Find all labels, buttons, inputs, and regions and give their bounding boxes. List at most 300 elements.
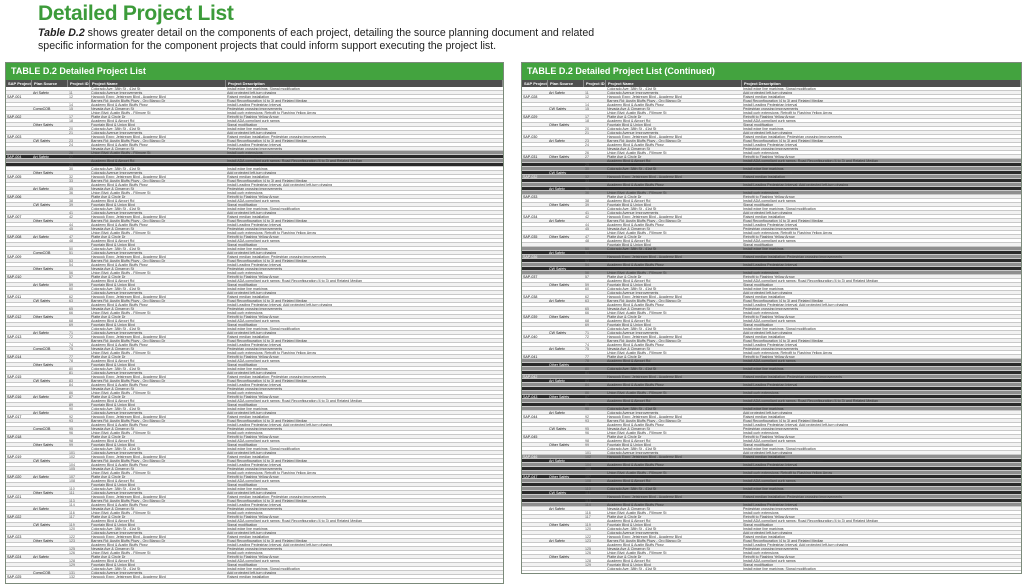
cell-plan-source: Art Safety bbox=[33, 331, 49, 334]
cell-sap-project bbox=[522, 479, 548, 482]
cell-project-id bbox=[584, 123, 606, 126]
cell-project-id bbox=[68, 267, 90, 270]
cell-project-id bbox=[584, 183, 606, 186]
cell-sap-project bbox=[6, 103, 32, 106]
cell-project-description: Pedestrian crossing improvements bbox=[743, 187, 799, 190]
cell-project-name: Colorado Avenue Improvements bbox=[607, 211, 659, 214]
cell-project-name: Colorado Avenue Improvements bbox=[607, 251, 659, 254]
cell-project-name: Barnes Rd: Austin Bluffs Pkwy - Oro Blanco Dr bbox=[607, 419, 682, 422]
cell-sap-project bbox=[522, 391, 548, 394]
cell-plan-source bbox=[548, 147, 584, 150]
cell-sap-project: SAP-043 bbox=[523, 395, 538, 398]
cell-project-name: Academy Blvd & Austin Bluffs Pkwy bbox=[91, 183, 148, 186]
cell-project-description: Pedestrian crossing improvements bbox=[227, 147, 283, 150]
cell-project-name: Union Blvd: Austin Bluffs - Fillmore St bbox=[91, 151, 151, 154]
cell-project-id: 83 bbox=[585, 379, 589, 382]
cell-project-name: Colorado Avenue Improvements bbox=[607, 411, 659, 414]
cell-project-description: Road Reconfiguration (4 to 3) and Related Median bbox=[743, 139, 824, 142]
cell-project-id bbox=[584, 99, 606, 102]
cell-plan-source bbox=[548, 451, 584, 454]
cell-project-description: Install Leading Pedestrian Interval bbox=[227, 103, 282, 106]
cell-project-description: Add protected left-turn phasing bbox=[227, 411, 277, 414]
cell-project-id: 38 bbox=[585, 199, 589, 202]
cell-sap-project bbox=[6, 119, 32, 122]
cell-project-id bbox=[68, 411, 90, 414]
cell-project-description: Raised median installation bbox=[743, 535, 785, 538]
cell-plan-source: CompCOB bbox=[33, 347, 51, 350]
cell-project-description: Retrofit to Flashing Yellow Arrow bbox=[743, 115, 795, 118]
cell-project-description: Pedestrian crossing improvements bbox=[743, 307, 799, 310]
cell-project-id bbox=[68, 147, 90, 150]
cell-plan-source bbox=[548, 387, 584, 390]
cell-project-name: Union Blvd: Austin Bluffs - Fillmore St bbox=[91, 351, 151, 354]
cell-project-id bbox=[68, 531, 90, 534]
cell-project-description: Raised median installation; Pedestrian crossing improvements bbox=[743, 135, 843, 138]
cell-project-id: 110 bbox=[69, 487, 75, 490]
cell-sap-project bbox=[6, 399, 32, 402]
cell-plan-source: Art Safety bbox=[549, 459, 565, 462]
cell-project-description: Road Reconfiguration (4 to 3) and Related Median bbox=[227, 459, 308, 462]
cell-plan-source: Art Safety bbox=[549, 347, 565, 350]
cell-project-id: 60 bbox=[585, 287, 589, 290]
cell-project-description: Install ADA compliant curb ramps bbox=[743, 119, 796, 122]
cell-plan-source bbox=[32, 439, 68, 442]
cell-project-description: Pedestrian crossing improvements bbox=[227, 427, 283, 430]
cell-project-description: Signal modification bbox=[743, 243, 774, 246]
cell-plan-source: CompCOB bbox=[33, 571, 51, 574]
cell-project-description: Signal modification bbox=[227, 443, 258, 446]
cell-project-description: Install edge line markings; Signal modification bbox=[743, 567, 816, 570]
cell-sap-project bbox=[6, 203, 32, 206]
cell-project-description: Pedestrian crossing improvements bbox=[227, 467, 283, 470]
cell-plan-source bbox=[548, 519, 584, 522]
cell-plan-source bbox=[32, 223, 68, 226]
cell-project-id bbox=[68, 483, 90, 486]
cell-project-name: Colorado Ave: 38th St - 41st St bbox=[607, 127, 657, 130]
cell-project-id: 63 bbox=[69, 299, 73, 302]
col-project-name: Project Name bbox=[90, 80, 226, 87]
cell-project-id: 14 bbox=[69, 103, 73, 106]
cell-sap-project bbox=[6, 539, 32, 542]
cell-project-id bbox=[68, 315, 90, 318]
cell-sap-project bbox=[6, 431, 32, 434]
cell-project-id bbox=[584, 291, 606, 294]
cell-project-id: 66 bbox=[585, 311, 589, 314]
cell-project-id: 65 bbox=[585, 307, 589, 310]
cell-project-description: Signal modification bbox=[227, 283, 258, 286]
cell-sap-project bbox=[522, 423, 548, 426]
cell-project-description: Install edge line markings; Signal modification bbox=[227, 207, 300, 210]
cell-sap-project bbox=[522, 287, 548, 290]
cell-sap-project bbox=[522, 451, 548, 454]
cell-project-name: Fountain Blvd & Union Blvd bbox=[607, 243, 651, 246]
cell-project-id: 90 bbox=[585, 407, 589, 410]
cell-sap-project: SAP-007 bbox=[7, 215, 22, 218]
cell-sap-project: SAP-021 bbox=[7, 495, 22, 498]
cell-project-description: Signal modification bbox=[743, 483, 774, 486]
table-header-continued bbox=[522, 80, 1021, 87]
cell-project-description: Install curb extensions bbox=[227, 311, 263, 314]
cell-plan-source bbox=[548, 327, 584, 330]
cell-project-description: Install curb extensions bbox=[227, 151, 263, 154]
cell-project-id bbox=[68, 291, 90, 294]
cell-sap-project bbox=[522, 523, 548, 526]
cell-project-name: Academy Blvd & Austin Bluffs Pkwy bbox=[607, 303, 664, 306]
cell-project-id: 51 bbox=[69, 251, 73, 254]
cell-project-name: Hancock Expy: Jetstream Blvd - Academy Blvd bbox=[91, 295, 166, 298]
cell-project-description: Install edge line markings bbox=[743, 167, 784, 170]
cell-project-description: Install curb extensions bbox=[227, 511, 263, 514]
cell-project-description: Install ADA compliant curb ramps; Road Reconfiguration (4 to 3) and Related Median bbox=[743, 399, 879, 402]
cell-project-name: Colorado Ave: 38th St - 41st St bbox=[91, 247, 141, 250]
cell-plan-source bbox=[548, 447, 584, 450]
cell-sap-project bbox=[6, 327, 32, 330]
cell-plan-source bbox=[548, 547, 584, 550]
cell-plan-source bbox=[548, 343, 584, 346]
cell-project-name: Academy Blvd & Airport Rd bbox=[607, 159, 651, 162]
cell-project-name: Platte Ave & Circle Dr bbox=[91, 355, 126, 358]
cell-sap-project bbox=[6, 371, 32, 374]
cell-plan-source bbox=[32, 479, 68, 482]
cell-plan-source bbox=[548, 551, 584, 554]
cell-project-id: 93 bbox=[585, 419, 589, 422]
cell-plan-source bbox=[548, 495, 584, 498]
cell-project-id: 87 bbox=[585, 395, 589, 398]
cell-project-id bbox=[68, 159, 90, 162]
cell-project-id bbox=[68, 339, 90, 342]
cell-plan-source bbox=[32, 575, 68, 578]
cell-project-id bbox=[584, 423, 606, 426]
cell-project-name: Colorado Avenue Improvements bbox=[91, 291, 143, 294]
cell-project-description: Road Reconfiguration (4 to 3) and Related Median bbox=[743, 339, 824, 342]
cell-project-description: Install Leading Pedestrian Interval; Add protected left-turn phasing bbox=[227, 303, 333, 306]
cell-project-id: 41 bbox=[585, 211, 589, 214]
cell-project-name: Platte Ave & Circle Dr bbox=[91, 195, 126, 198]
cell-project-id: 63 bbox=[585, 299, 589, 302]
table-ref: Table D.2 bbox=[38, 27, 85, 39]
cell-plan-source: Art Safety bbox=[549, 139, 565, 142]
cell-sap-project bbox=[522, 91, 548, 94]
cell-project-description: Install curb extensions bbox=[227, 431, 263, 434]
cell-sap-project bbox=[6, 387, 32, 390]
cell-project-name: Nevada Ave & Cimarron St bbox=[607, 347, 650, 350]
cell-plan-source bbox=[548, 403, 584, 406]
cell-project-name: Hancock Expy: Jetstream Blvd - Academy Blvd bbox=[91, 255, 166, 258]
cell-project-description: Retrofit to Flashing Yellow Arrow bbox=[227, 475, 279, 478]
cell-sap-project bbox=[6, 227, 32, 230]
cell-sap-project bbox=[6, 143, 32, 146]
cell-project-name: Platte Ave & Circle Dr bbox=[607, 475, 642, 478]
cell-sap-project bbox=[6, 459, 32, 462]
cell-project-name: Colorado Ave: 38th St - 41st St bbox=[91, 527, 141, 530]
cell-sap-project bbox=[6, 99, 32, 102]
cell-project-name: Barnes Rd: Austin Bluffs Pkwy - Oro Blanco Dr bbox=[91, 459, 166, 462]
cell-plan-source bbox=[548, 483, 584, 486]
cell-plan-source bbox=[548, 163, 584, 166]
cell-project-name: Academy Blvd & Airport Rd bbox=[91, 279, 135, 282]
cell-sap-project bbox=[6, 519, 32, 522]
cell-project-name: Barnes Rd: Austin Bluffs Pkwy - Oro Blanco Dr bbox=[91, 339, 166, 342]
cell-project-description: Road Reconfiguration (4 to 3) and Related Median bbox=[743, 419, 824, 422]
cell-plan-source: Art Safety bbox=[549, 379, 565, 382]
cell-sap-project bbox=[522, 531, 548, 534]
cell-project-name: Union Blvd: Austin Bluffs - Fillmore St bbox=[91, 551, 151, 554]
cell-project-id: 32 bbox=[585, 175, 589, 178]
cell-project-name: Nevada Ave & Cimarron St bbox=[607, 427, 650, 430]
cell-plan-source: Other Safety bbox=[33, 491, 54, 494]
cell-sap-project bbox=[6, 407, 32, 410]
cell-sap-project bbox=[522, 239, 548, 242]
col-plan-source: Plan Source bbox=[32, 80, 68, 87]
cell-project-description: Pedestrian crossing improvements bbox=[227, 387, 283, 390]
cell-project-id: 41 bbox=[69, 211, 73, 214]
cell-project-description: Road Reconfiguration (4 to 3) and Related Median bbox=[743, 99, 824, 102]
cell-project-name: Academy Blvd & Austin Bluffs Pkwy bbox=[91, 343, 148, 346]
cell-project-description: Retrofit to Flashing Yellow Arrow bbox=[227, 355, 279, 358]
cell-plan-source: Other Safety bbox=[549, 235, 570, 238]
cell-project-description: Signal modification bbox=[743, 323, 774, 326]
cell-sap-project bbox=[6, 159, 32, 162]
cell-project-description: Road Reconfiguration (4 to 3) and Related Median bbox=[227, 339, 308, 342]
cell-project-name: Union Blvd: Austin Bluffs - Fillmore St bbox=[607, 471, 667, 474]
cell-sap-project bbox=[522, 131, 548, 134]
cell-project-id: 125 bbox=[69, 547, 75, 550]
cell-sap-project bbox=[6, 187, 32, 190]
cell-plan-source bbox=[32, 383, 68, 386]
cell-project-description: Install ADA compliant curb ramps; Road Reconfiguration (4 to 3) and Related Median bbox=[227, 279, 363, 282]
cell-plan-source bbox=[548, 467, 584, 470]
cell-project-name: Academy Blvd & Austin Bluffs Pkwy bbox=[91, 383, 148, 386]
cell-project-name: Academy Blvd & Airport Rd bbox=[607, 559, 651, 562]
cell-sap-project: SAP-003 bbox=[7, 135, 22, 138]
cell-project-name: Union Blvd: Austin Bluffs - Fillmore St bbox=[607, 551, 667, 554]
cell-project-description: Install Leading Pedestrian Interval; Add protected left-turn phasing bbox=[743, 303, 849, 306]
cell-project-id: 89 bbox=[585, 403, 589, 406]
cell-project-name: Colorado Avenue Improvements bbox=[607, 531, 659, 534]
cell-project-name: Fountain Blvd & Union Blvd bbox=[607, 163, 651, 166]
cell-project-id: 93 bbox=[69, 419, 73, 422]
cell-project-description: Add protected left-turn phasing bbox=[227, 131, 277, 134]
cell-sap-project bbox=[6, 447, 32, 450]
cell-plan-source bbox=[32, 103, 68, 106]
cell-sap-project bbox=[6, 543, 32, 546]
cell-project-name: Academy Blvd & Airport Rd bbox=[91, 519, 135, 522]
cell-plan-source: CW Safety bbox=[549, 171, 567, 174]
cell-sap-project bbox=[6, 267, 32, 270]
cell-project-name: Platte Ave & Circle Dr bbox=[91, 555, 126, 558]
cell-plan-source bbox=[548, 127, 584, 130]
cell-project-name: Colorado Ave: 38th St - 41st St bbox=[91, 447, 141, 450]
cell-project-id: 122 bbox=[69, 535, 75, 538]
cell-sap-project bbox=[6, 299, 32, 302]
cell-sap-project bbox=[522, 351, 548, 354]
cell-project-name: Hancock Expy: Jetstream Blvd - Academy Blvd bbox=[607, 375, 682, 378]
cell-plan-source bbox=[32, 387, 68, 390]
cell-plan-source bbox=[548, 531, 584, 534]
cell-project-id bbox=[584, 315, 606, 318]
cell-project-description: Install edge line markings bbox=[227, 247, 268, 250]
cell-project-description: Retrofit to Flashing Yellow Arrow bbox=[743, 555, 795, 558]
cell-sap-project bbox=[6, 123, 32, 126]
cell-sap-project bbox=[6, 307, 32, 310]
cell-project-name: Union Blvd: Austin Bluffs - Fillmore St bbox=[91, 431, 151, 434]
cell-project-description: Install Leading Pedestrian Interval bbox=[227, 503, 282, 506]
cell-project-description: Signal modification bbox=[743, 523, 774, 526]
cell-plan-source bbox=[32, 179, 68, 182]
cell-project-description: Pedestrian crossing improvements bbox=[227, 107, 283, 110]
cell-project-description: Install Leading Pedestrian Interval; Add protected left-turn phasing bbox=[743, 183, 849, 186]
cell-project-id bbox=[584, 543, 606, 546]
cell-sap-project bbox=[522, 467, 548, 470]
cell-project-description: Pedestrian crossing improvements bbox=[227, 547, 283, 550]
cell-project-description: Raised median installation bbox=[743, 455, 785, 458]
cell-plan-source bbox=[548, 111, 584, 114]
cell-project-id: 62 bbox=[69, 295, 73, 298]
cell-project-description: Install curb extensions; Retrofit to Flashing Yellow Arrow bbox=[743, 231, 833, 234]
cell-plan-source bbox=[32, 243, 68, 246]
cell-project-name: Nevada Ave & Cimarron St bbox=[607, 107, 650, 110]
cell-project-id: 128 bbox=[69, 559, 75, 562]
cell-plan-source bbox=[32, 199, 68, 202]
cell-project-id: 84 bbox=[585, 383, 589, 386]
cell-project-name: Colorado Avenue Improvements bbox=[607, 291, 659, 294]
cell-project-name: Nevada Ave & Cimarron St bbox=[607, 547, 650, 550]
cell-project-description: Road Reconfiguration (4 to 3) and Related Median bbox=[743, 299, 824, 302]
cell-project-description: Pedestrian crossing improvements bbox=[743, 147, 799, 150]
cell-project-description: Signal modification bbox=[743, 363, 774, 366]
cell-project-id: 102 bbox=[69, 455, 75, 458]
cell-sap-project: SAP-045 bbox=[523, 435, 538, 438]
cell-project-id: 17 bbox=[69, 115, 73, 118]
cell-plan-source bbox=[32, 311, 68, 314]
cell-project-name: Colorado Ave: 38th St - 41st St bbox=[607, 527, 657, 530]
cell-plan-source bbox=[548, 311, 584, 314]
cell-sap-project bbox=[522, 483, 548, 486]
cell-project-description: Install Leading Pedestrian Interval bbox=[227, 223, 282, 226]
cell-plan-source: Art Safety bbox=[33, 411, 49, 414]
cell-sap-project bbox=[6, 523, 32, 526]
cell-sap-project bbox=[6, 427, 32, 430]
cell-sap-project bbox=[6, 283, 32, 286]
cell-project-name: Fountain Blvd & Union Blvd bbox=[607, 483, 651, 486]
cell-project-name: Union Blvd: Austin Bluffs - Fillmore St bbox=[607, 151, 667, 154]
cell-plan-source bbox=[548, 243, 584, 246]
cell-plan-source: Other Safety bbox=[33, 123, 54, 126]
cell-sap-project: SAP-020 bbox=[7, 475, 22, 478]
cell-sap-project bbox=[6, 391, 32, 394]
table-body bbox=[6, 87, 503, 579]
cell-sap-project bbox=[522, 107, 548, 110]
cell-sap-project bbox=[522, 291, 548, 294]
cell-plan-source bbox=[32, 391, 68, 394]
cell-plan-source bbox=[32, 167, 68, 170]
cell-sap-project bbox=[522, 367, 548, 370]
cell-project-id: 108 bbox=[69, 479, 75, 482]
cell-sap-project bbox=[6, 423, 32, 426]
cell-project-description: Add protected left-turn phasing bbox=[227, 371, 277, 374]
cell-plan-source bbox=[548, 95, 584, 98]
cell-project-name: Academy Blvd & Airport Rd bbox=[607, 359, 651, 362]
cell-project-name: Academy Blvd & Airport Rd bbox=[91, 159, 135, 162]
cell-project-name: Academy Blvd & Austin Bluffs Pkwy bbox=[91, 263, 148, 266]
cell-project-name: Platte Ave & Circle Dr bbox=[607, 235, 642, 238]
cell-project-id: 36 bbox=[585, 191, 589, 194]
cell-sap-project bbox=[6, 147, 32, 150]
cell-plan-source bbox=[32, 511, 68, 514]
cell-project-id: 72 bbox=[585, 335, 589, 338]
cell-plan-source: CW Safety bbox=[33, 459, 51, 462]
cell-project-id: 20 bbox=[585, 127, 589, 130]
cell-sap-project bbox=[522, 559, 548, 562]
cell-project-id: 51 bbox=[585, 251, 589, 254]
cell-plan-source: CW Safety bbox=[33, 379, 51, 382]
cell-project-description: Pedestrian crossing improvements bbox=[743, 227, 799, 230]
cell-project-id: 69 bbox=[69, 323, 73, 326]
cell-plan-source bbox=[548, 351, 584, 354]
cell-sap-project bbox=[6, 179, 32, 182]
cell-project-name: Colorado Ave: 38th St - 41st St bbox=[607, 287, 657, 290]
cell-sap-project: SAP-015 bbox=[7, 375, 22, 378]
cell-project-name: Fountain Blvd & Union Blvd bbox=[91, 243, 135, 246]
cell-plan-source bbox=[32, 307, 68, 310]
cell-plan-source bbox=[32, 351, 68, 354]
cell-project-id bbox=[68, 183, 90, 186]
cell-project-name: Academy Blvd & Austin Bluffs Pkwy bbox=[607, 143, 664, 146]
cell-project-id: 48 bbox=[585, 239, 589, 242]
cell-project-description: Install ADA compliant curb ramps bbox=[743, 479, 796, 482]
cell-plan-source bbox=[548, 367, 584, 370]
cell-project-description: Retrofit to Flashing Yellow Arrow bbox=[743, 515, 795, 518]
cell-plan-source bbox=[32, 519, 68, 522]
cell-project-name: Academy Blvd & Austin Bluffs Pkwy bbox=[607, 343, 664, 346]
cell-project-id bbox=[68, 171, 90, 174]
cell-plan-source bbox=[32, 323, 68, 326]
cell-project-name: Colorado Ave: 38th St - 41st St bbox=[607, 327, 657, 330]
cell-plan-source bbox=[32, 143, 68, 146]
cell-plan-source bbox=[548, 227, 584, 230]
cell-project-id bbox=[584, 567, 606, 570]
cell-plan-source bbox=[548, 503, 584, 506]
cell-project-name: Academy Blvd & Airport Rd bbox=[91, 399, 135, 402]
cell-project-name: Fountain Blvd & Union Blvd bbox=[607, 283, 651, 286]
cell-plan-source bbox=[32, 287, 68, 290]
cell-project-id: 77 bbox=[585, 355, 589, 358]
cell-project-id: 129 bbox=[69, 563, 75, 566]
cell-sap-project bbox=[522, 123, 548, 126]
intro-paragraph bbox=[38, 27, 598, 53]
cell-project-description: Install curb extensions; Retrofit to Flashing Yellow Arrow bbox=[227, 111, 317, 114]
cell-project-description: Road Reconfiguration (4 to 3) and Related Median bbox=[227, 139, 308, 142]
cell-project-name: Academy Blvd & Airport Rd bbox=[91, 439, 135, 442]
cell-project-name: Hancock Expy: Jetstream Blvd - Academy Blvd bbox=[91, 535, 166, 538]
cell-project-name: Nevada Ave & Cimarron St bbox=[91, 507, 134, 510]
cell-sap-project: SAP-038 bbox=[523, 295, 538, 298]
cell-project-id bbox=[584, 231, 606, 234]
cell-project-id bbox=[68, 207, 90, 210]
cell-project-id: 101 bbox=[69, 451, 75, 454]
cell-plan-source bbox=[548, 135, 584, 138]
cell-project-description: Retrofit to Flashing Yellow Arrow bbox=[743, 155, 795, 158]
cell-sap-project bbox=[522, 227, 548, 230]
cell-project-name: Colorado Avenue Improvements bbox=[91, 571, 143, 574]
cell-plan-source bbox=[32, 327, 68, 330]
cell-plan-source bbox=[548, 535, 584, 538]
cell-plan-source: Other Safety bbox=[33, 443, 54, 446]
cell-plan-source bbox=[32, 423, 68, 426]
cell-project-name: Nevada Ave & Cimarron St bbox=[91, 227, 134, 230]
cell-sap-project bbox=[6, 87, 32, 90]
cell-project-name: Colorado Avenue Improvements bbox=[607, 171, 659, 174]
